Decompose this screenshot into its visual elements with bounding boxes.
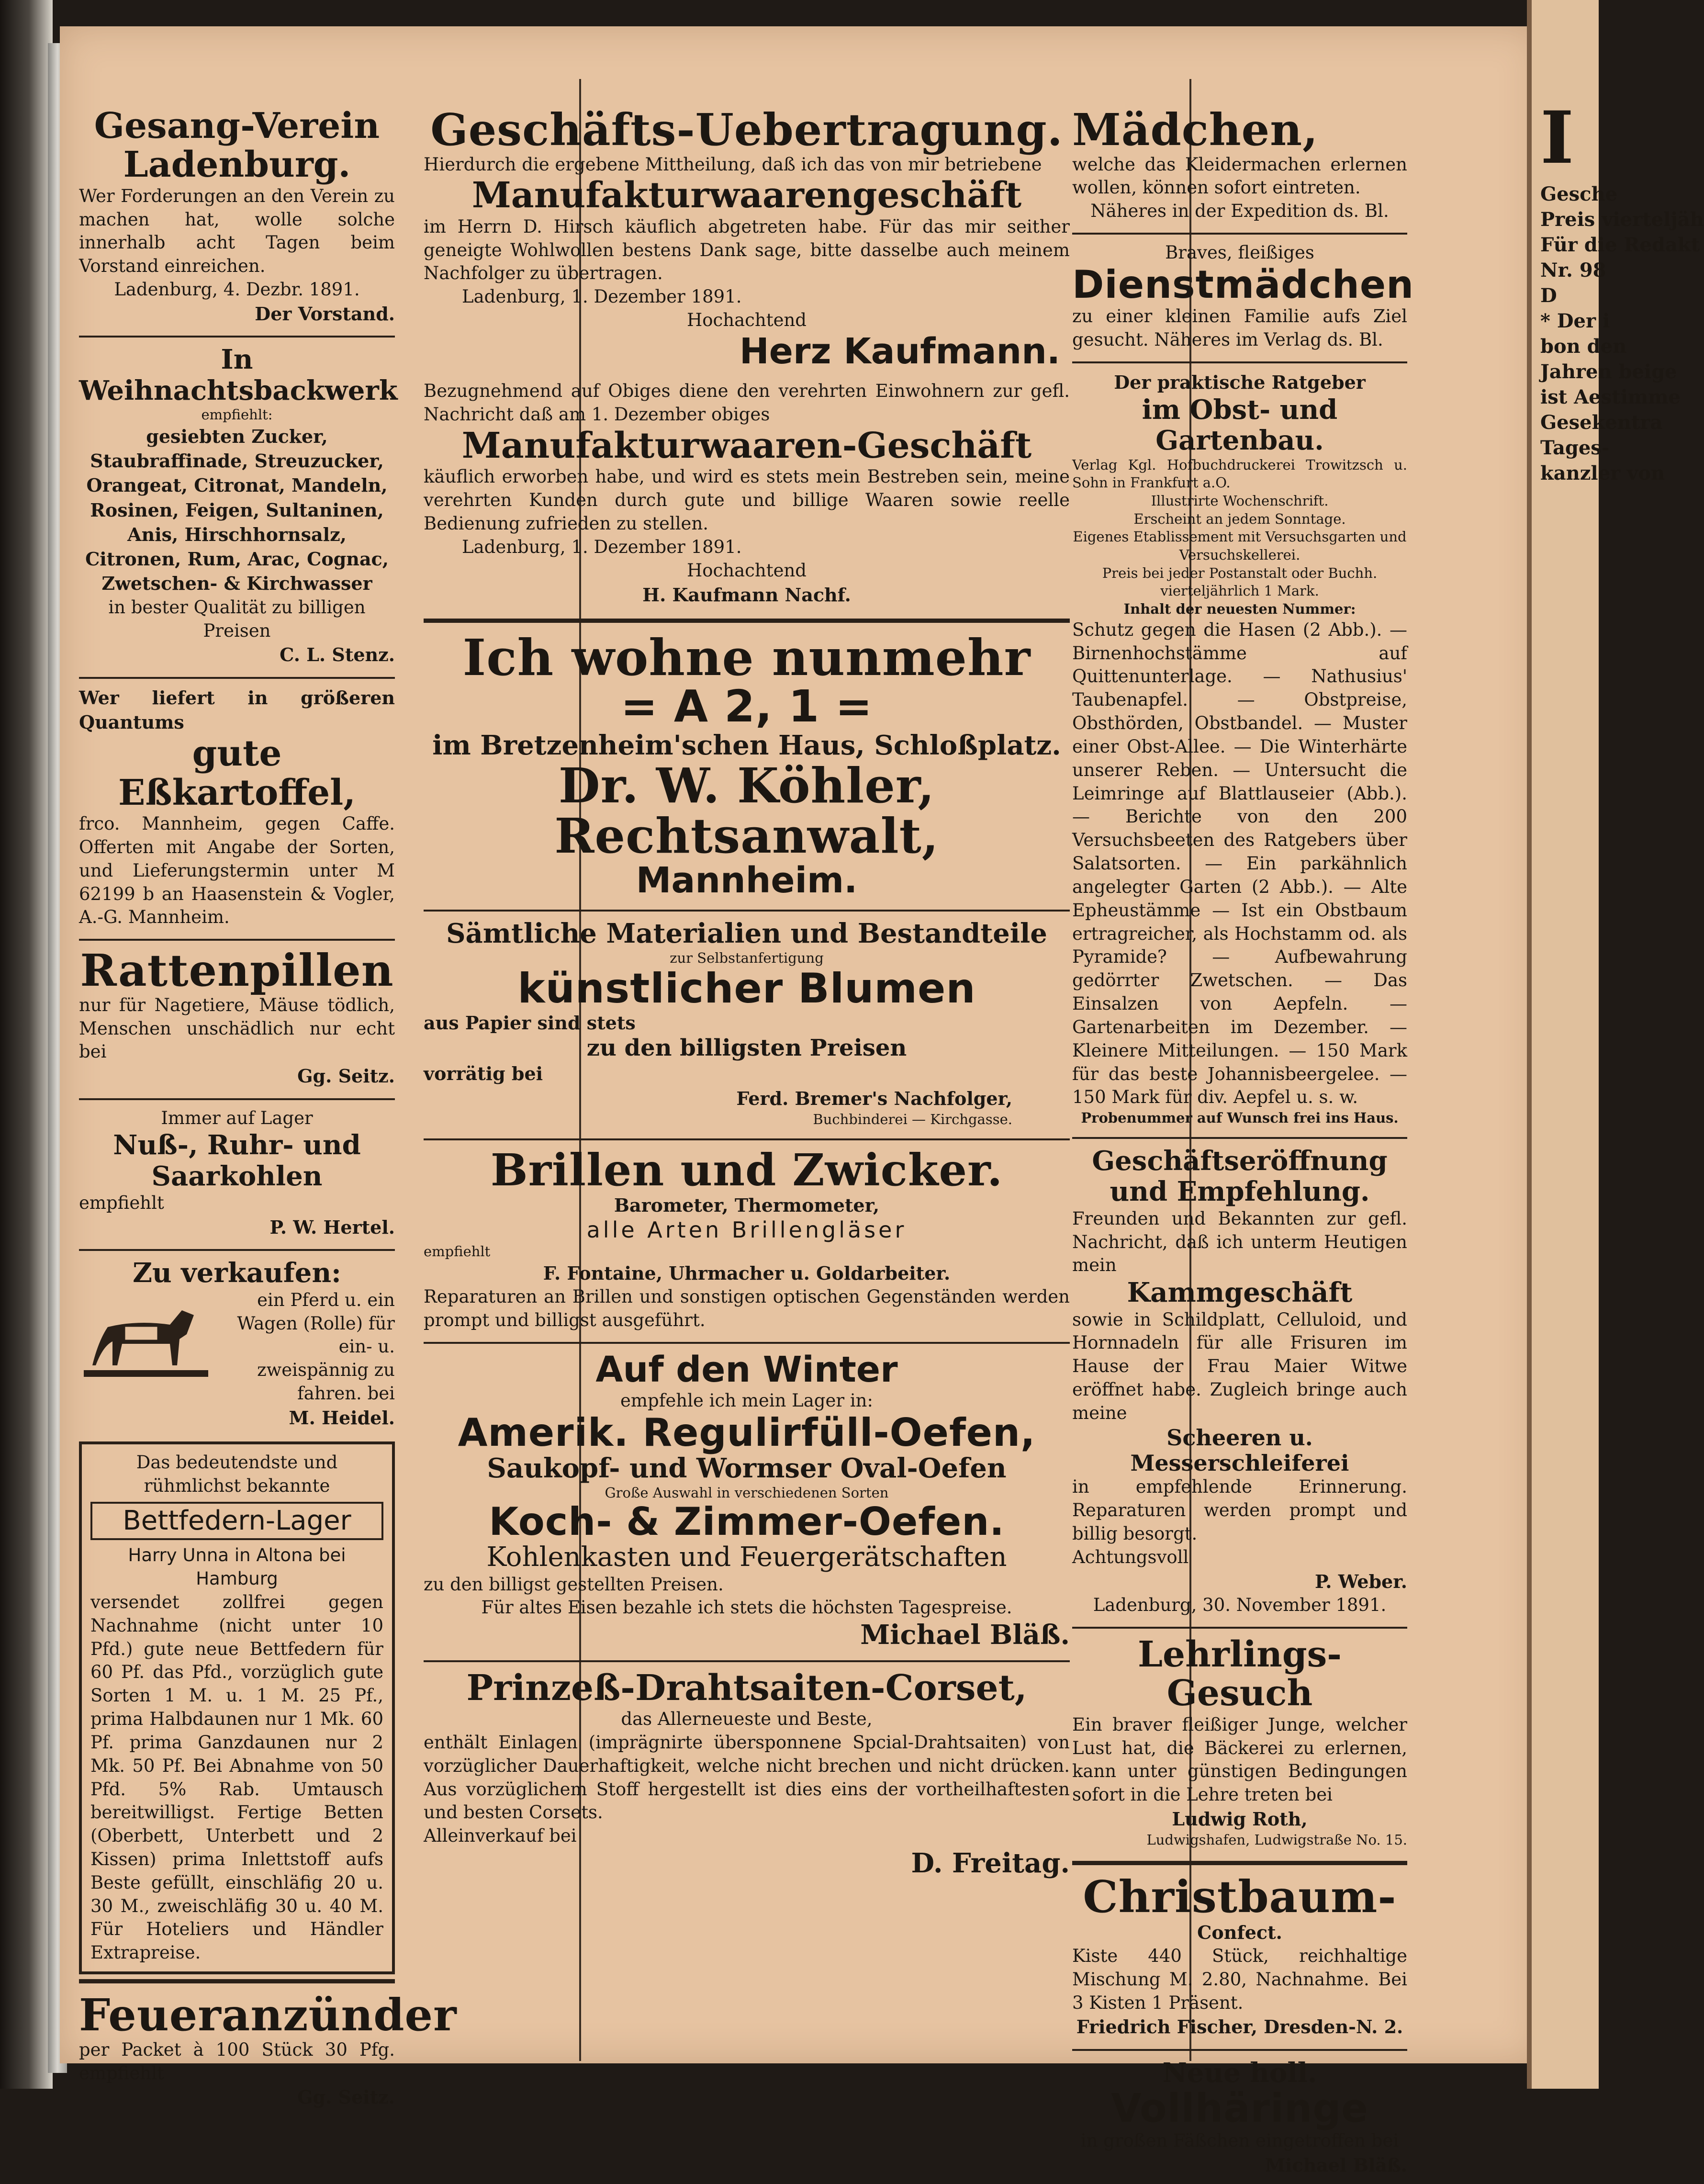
ad-headline: Koch- & Zimmer-Oefen. bbox=[489, 1499, 1005, 1544]
ad-signature: Gg. Seitz. bbox=[297, 1065, 395, 1087]
divider bbox=[1072, 2049, 1407, 2051]
ad-subtitle: im Bretzenheim'schen Haus, Schloßplatz. bbox=[432, 729, 1061, 761]
ad-body: welche das Kleidermachen erlernen wollen, können sofort eintreten. bbox=[1072, 154, 1407, 198]
ad-lead: Das bedeutendste und rühmlichst bekannte bbox=[136, 1452, 338, 1496]
ad-brillen bbox=[424, 1143, 1070, 1339]
edge-text-line: kanzler von bbox=[1540, 462, 1665, 484]
ad-firm: Buchbinderei — Kirchgasse. bbox=[813, 1111, 1012, 1127]
edge-text-line: Gesekentra bbox=[1540, 411, 1663, 434]
ad-greeting: Hochachtend bbox=[687, 310, 807, 331]
ad-body: frco. Mannheim, gegen Caffe. Offerten mit Angabe der Sorten, und Lieferungstermin unter M 62199 b an Haasenstein & Vogler, A.-G. Mannheim. bbox=[79, 813, 395, 928]
adjacent-page-edge bbox=[1527, 0, 1704, 2089]
ad-title: Vollhäringe bbox=[1111, 2086, 1368, 2132]
horse-illustration-icon bbox=[79, 1294, 213, 1385]
ad-geschaeftsuebertragung bbox=[424, 103, 1070, 614]
ad-title: Geschäfts-Uebertragung. bbox=[430, 104, 1063, 156]
ad-body: per Packet à 100 Stück 30 Pfg. empfiehlt bbox=[79, 2039, 395, 2083]
ad-firm: Harry Unna in Altona bei Hamburg bbox=[128, 1545, 346, 1589]
ad-title: im Obst- und Gartenbau. bbox=[1142, 394, 1338, 457]
ad-subtitle: Kammgeschäft bbox=[1127, 1277, 1353, 1309]
ad-signature: P. Weber. bbox=[1314, 1570, 1407, 1592]
ad-lead: empfiehlt bbox=[424, 1243, 491, 1260]
ad-body: Hierdurch die ergebene Mittheilung, daß ich das von mir betriebene bbox=[424, 154, 1042, 175]
ad-kohlen bbox=[79, 1103, 395, 1247]
ad-title: Ich wohne nunmehr bbox=[462, 628, 1031, 687]
edge-text-line: D bbox=[1540, 284, 1557, 307]
ad-signature: P. W. Hertel. bbox=[269, 1216, 395, 1238]
ad-sub: Eigenes Etablissement mit Versuchsgarten und Versuchskellerei. bbox=[1073, 529, 1407, 563]
edge-text-line: Gesche bbox=[1540, 183, 1618, 205]
ad-address: = A 2, 1 = bbox=[620, 681, 873, 732]
ad-lead: Immer auf Lager bbox=[161, 1107, 313, 1128]
edge-text-line: ist Aestimme bbox=[1540, 386, 1681, 408]
ad-kartoffel bbox=[79, 682, 395, 936]
ad-title: Bettfedern-Lager bbox=[90, 1502, 383, 1540]
ad-body: Kiste 440 Stück, reichhaltige Mischung M. 2.80, Nachnahme. Bei 3 Kisten 1 Präsent. bbox=[1072, 1945, 1407, 2013]
ad-sub: Barometer, Thermometer, bbox=[614, 1194, 880, 1216]
ad-weihnachtsbackwerk bbox=[79, 340, 398, 674]
ad-corset bbox=[424, 1665, 1070, 1886]
divider-thick bbox=[1072, 1861, 1407, 1865]
ad-body: im Herrn D. Hirsch käuflich abgetreten habe. Für das mir seither geneigte Wohlwollen bestens Dank sage, bitte dasselbe auch meinem Nachfolger zu übertragen. bbox=[424, 216, 1070, 284]
edge-text-lines bbox=[1532, 183, 1704, 484]
divider bbox=[79, 1249, 395, 1251]
ad-date: Ladenburg, 30. November 1891. bbox=[1093, 1595, 1387, 1616]
ad-body: enthält Einlagen (imprägnirte übersponnene Spcial-Drahtsaiten) von vorzüglicher Dauerhaftigkeit, welche nicht brechen und nicht drücken. Aus vorzüglichem Stoff hergestellt ist dies eins der vortheilhaftesten und besten Corsets. bbox=[424, 1732, 1070, 1823]
ad-body: in empfehlende Erinnerung. Reparaturen werden prompt und billig besorgt. bbox=[1072, 1476, 1407, 1544]
ad-signature: Herz Kaufmann. bbox=[739, 330, 1060, 372]
ad-price: zu den billigsten Preisen bbox=[586, 1035, 907, 1062]
ad-title: gute Eßkartoffel, bbox=[118, 733, 356, 813]
ad-title: Geschäftseröffnung und Empfehlung. bbox=[1092, 1145, 1388, 1208]
divider-thick bbox=[424, 619, 1070, 623]
divider bbox=[1072, 361, 1407, 363]
divider bbox=[79, 677, 395, 679]
edge-text-line: Jahren beige bbox=[1540, 360, 1677, 383]
divider bbox=[424, 1138, 1070, 1140]
ad-info: Näheres in der Expedition ds. Bl. bbox=[1090, 201, 1389, 222]
ad-lead: empfehle ich mein Lager in: bbox=[620, 1390, 873, 1411]
ad-subtitle: Ladenburg. bbox=[123, 144, 351, 186]
ad-subtitle: Manufakturwaaren-Geschäft bbox=[461, 425, 1032, 466]
column-right bbox=[1072, 103, 1414, 2184]
ad-body: aus Papier sind stets bbox=[424, 1012, 636, 1034]
ad-rattenpillen bbox=[79, 944, 395, 1095]
ad-bettfedern bbox=[79, 1441, 395, 1974]
ad-feueranzuender bbox=[79, 1988, 457, 2116]
ad-body: in großen Fäßchen eingetroffen bei bbox=[1080, 2130, 1399, 2151]
ad-body: Wer Forderungen an den Verein zu machen hat, wolle solche innerhalb acht Tagen beim Vorstand einreichen. bbox=[79, 185, 395, 277]
ad-sub: Große Auswahl in verschiedenen Sorten bbox=[605, 1484, 889, 1501]
ad-signature: Ludwig Roth, bbox=[1172, 1808, 1308, 1830]
ad-gesangverein bbox=[79, 103, 395, 333]
edge-text-line: Tages- bbox=[1540, 437, 1610, 459]
ad-title: In Weihnachtsbackwerk bbox=[79, 344, 398, 406]
ad-body: vorrätig bei bbox=[424, 1063, 543, 1085]
ad-title: Feueranzünder bbox=[79, 1989, 457, 2041]
ad-maedchen bbox=[1072, 103, 1407, 230]
divider bbox=[424, 910, 1070, 912]
book-binding bbox=[0, 0, 53, 2089]
column-left bbox=[79, 103, 457, 2116]
ad-body: zu den billigst gestellten Preisen. bbox=[424, 1574, 724, 1595]
ad-subtitle: Manufakturwaarengeschäft bbox=[471, 175, 1022, 216]
ad-body: ein Pferd u. ein Wagen (Rolle) für ein- u. zweispännig zu fahren. bei bbox=[237, 1289, 395, 1404]
ad-lead: Der praktische Ratgeber bbox=[1114, 371, 1366, 393]
ad-title: Dienstmädchen bbox=[1072, 262, 1414, 307]
ad-sub: Illustrirte Wochenschrift. bbox=[1151, 493, 1329, 509]
divider bbox=[79, 336, 395, 338]
divider-thick bbox=[79, 1979, 395, 1983]
ad-signature: Michael Bläß. bbox=[860, 1619, 1070, 1651]
ad-sub: Erscheint an jedem Sonntage. bbox=[1133, 510, 1346, 527]
ad-signature: Friedrich Fischer, Dresden-N. 2. bbox=[1076, 2016, 1403, 2038]
ad-title: Gesang-Verein bbox=[94, 105, 380, 146]
ad-ratgeber bbox=[1072, 366, 1407, 1134]
ad-lead: Sämtliche Materialien und Bestandteile bbox=[446, 918, 1047, 950]
ad-blumen bbox=[424, 914, 1070, 1135]
ad-christbaum bbox=[1072, 1870, 1407, 2046]
ad-kammgeschaeft bbox=[1072, 1142, 1407, 1624]
ad-items: gesiebten Zucker, Staubraffinade, Streuzucker, Orangeat, Citronat, Mandeln, Rosinen, Feigen, Sultaninen, Anis, Hirschhornsalz, Citronen, Rum, Arac, Cognac, Zwetschen- & Kirchwasser bbox=[85, 425, 389, 595]
ad-body: sowie in Schildplatt, Celluloid, und Hornnadeln für alle Frisuren im Hause der Frau Maier Witwe eröffnet habe. Zugleich bringe auch meine bbox=[1072, 1309, 1407, 1423]
ad-firm: Ferd. Bremer's Nachfolger, bbox=[736, 1087, 1012, 1109]
ad-title: Prinzeß-Drahtsaiten-Corset, bbox=[466, 1667, 1027, 1709]
ad-title: Brillen und Zwicker. bbox=[490, 1144, 1003, 1196]
ad-body: Freunden und Bekannten zur gefl. Nachricht, daß ich unterm Heutigen mein bbox=[1072, 1208, 1407, 1276]
ad-publisher: Verlag Kgl. Hofbuchdruckerei Trowitzsch u. Sohn in Frankfurt a.O. bbox=[1072, 456, 1407, 491]
column-center bbox=[424, 103, 1070, 1885]
edge-text-line: bon den bbox=[1540, 335, 1627, 358]
ad-greeting: Hochachtend bbox=[687, 560, 807, 581]
ad-lead: Neue holl. bbox=[1162, 2057, 1317, 2089]
edge-text-line: Preis vierteljäh bbox=[1540, 208, 1704, 231]
ad-contents: Schutz gegen die Hasen (2 Abb.). — Birnenhochstämme auf Quittenunterlage. — Nathusius' Taubenapfel. — Obstpreise, Obsthörden, Obstbandel. — Muster einer Obst-Allee. — Die Winterhärte unserer Reben. — Untersucht die Leimringe auf Blattlauseier (Abb.). — Berichte von den 200 Versuchsbeeten des Ratgebers über Salatsorten. — Ein parkähnlich angelegter Garten (2 Abb.). — Alte Epheustämme — Ist ein Obstbaum ertragreicher, als Hochstamm od. als Pyramide? — Aufbewahrung gedörrter Zwetschen. — Das Einsalzen von Aepfeln. — Gartenarbeiten im Dezember. — Kleinere Mitteilungen. — 150 Mark für das beste Johannisbeergelee. — 150 Mark für div. Aepfel u. s. w. bbox=[1072, 619, 1407, 1108]
edge-initial: I bbox=[1540, 96, 1574, 180]
divider bbox=[1072, 233, 1407, 235]
divider bbox=[1072, 1137, 1407, 1139]
ad-sub: das Allerneueste und Beste, bbox=[621, 1709, 873, 1730]
ad-lead: Wer liefert in größeren Quantums bbox=[79, 687, 395, 733]
edge-text-line: * Der i bbox=[1540, 310, 1610, 332]
ad-sub: alle Arten Brillengläser bbox=[586, 1217, 907, 1243]
ad-body: Ein braver fleißiger Junge, welcher Lust hat, die Bäckerei zu erlernen, kann unter günstigen Bedingungen sofort in die Lehre treten bei bbox=[1072, 1714, 1407, 1805]
ad-name: Dr. W. Köhler, Rechtsanwalt, bbox=[554, 757, 939, 864]
ad-title: Lehrlings-Gesuch bbox=[1137, 1633, 1342, 1714]
divider bbox=[1072, 1627, 1407, 1629]
ad-body: Bezugnehmend auf Obiges diene den verehrten Einwohnern zur gefl. Nachricht daß am 1. Dezember obiges bbox=[424, 381, 1070, 425]
ad-price: Preis bei jeder Postanstalt oder Buchh. vierteljährlich 1 Mark. bbox=[1102, 564, 1378, 599]
ad-place: Ludwigshafen, Ludwigstraße No. 15. bbox=[1146, 1832, 1407, 1848]
ad-title: Zu verkaufen: bbox=[133, 1257, 341, 1289]
ad-signature: C. L. Stenz. bbox=[280, 644, 395, 666]
ad-body: Für altes Eisen bezahle ich stets die höchsten Tagespreise. bbox=[481, 1597, 1012, 1618]
ad-city: Mannheim. bbox=[636, 860, 858, 901]
ad-signature: Der Vorstand. bbox=[255, 303, 395, 325]
ad-lead: Alleinverkauf bei bbox=[424, 1825, 577, 1846]
divider bbox=[79, 1098, 395, 1100]
ad-contents-label: Inhalt der neuesten Nummer: bbox=[1123, 601, 1356, 618]
ad-body: käuflich erworben habe, und wird es stets mein Bestreben sein, meine verehrten Kunden durch gute und billige Waaren sowie reelle Bedienung zufrieden zu stellen. bbox=[424, 466, 1070, 534]
ad-body: empfiehlt bbox=[79, 1193, 164, 1214]
ad-sub: Kohlenkasten und Feuergerätschaften bbox=[486, 1542, 1007, 1573]
ad-body: zu einer kleinen Familie aufs Ziel gesucht. Näheres im Verlag ds. Bl. bbox=[1072, 305, 1407, 350]
ad-subtitle: Scheeren u. Messerschleiferei bbox=[1130, 1424, 1349, 1476]
ad-lehrling bbox=[1072, 1632, 1407, 1856]
ad-lead: empfiehlt: bbox=[201, 406, 273, 423]
ad-body: versendet zollfrei gegen Nachnahme (nicht unter 10 Pfd.) gute neue Bettfedern für 60 Pf. das Pfd., vorzüglich gute Sorten 1 M. u. 1 M. 25 Pf., prima Halbdaunen nur 1 Mk. 60 Pf. prima Ganzdaunen nur 2 Mk. 50 Pf. Bei Abnahme von 50 Pfd. 5% Rab. Umtausch bereitwilligst. Fertige Betten (Oberbett, Unterbett und 2 Kissen) prima Inlettstoff aufs Beste gefüllt, einschläfig 20 u. 30 M., zweischläfig 30 u. 40 M. Für Hoteliers und Händler Extrapreise. bbox=[90, 1591, 383, 1963]
ad-signature: M. Heidel. bbox=[289, 1407, 395, 1429]
ad-winter bbox=[424, 1347, 1070, 1657]
ad-title: Nuß-, Ruhr- und Saarkohlen bbox=[113, 1129, 361, 1192]
ad-lead: Braves, fleißiges bbox=[1165, 242, 1314, 263]
ad-body: Reparaturen an Brillen und sonstigen optischen Gegenständen werden prompt und billigst ausgeführt. bbox=[424, 1286, 1070, 1331]
edge-text-line: Für die Redakt bbox=[1540, 234, 1700, 256]
ad-title: Christbaum- bbox=[1083, 1871, 1397, 1923]
ad-verkaufen bbox=[79, 1254, 395, 1437]
ad-sub: Saukopf- und Wormser Oval-Oefen bbox=[487, 1452, 1007, 1485]
ad-haeringe bbox=[1072, 2054, 1407, 2184]
ad-wohnung bbox=[424, 628, 1070, 907]
ad-greeting: Achtungsvoll bbox=[1072, 1546, 1189, 1567]
ad-sub: zur Selbstanfertigung bbox=[670, 949, 824, 966]
ad-title: Auf den Winter bbox=[595, 1349, 898, 1390]
edge-text-line: Nr. 98 bbox=[1540, 259, 1606, 281]
ad-date: Ladenburg, 1. Dezember 1891. bbox=[462, 536, 742, 557]
ad-signature: D. Freitag. bbox=[911, 1847, 1070, 1880]
divider bbox=[424, 1342, 1070, 1344]
newspaper-page bbox=[60, 26, 1539, 2176]
ad-date: Ladenburg, 1. Dezember 1891. bbox=[462, 286, 742, 307]
ad-title: Rattenpillen bbox=[80, 945, 394, 997]
ad-signature: Gg. Seitz. bbox=[297, 2086, 395, 2108]
ad-title: künstlicher Blumen bbox=[517, 965, 976, 1013]
ad-signature: H. Kaufmann Nachf. bbox=[642, 584, 851, 606]
ad-dienstmaedchen bbox=[1072, 237, 1414, 358]
ad-body: nur für Nagetiere, Mäuse tödlich, Menschen unschädlich nur echt bei bbox=[79, 994, 395, 1062]
ad-body: in bester Qualität zu billigen Preisen bbox=[108, 597, 366, 641]
divider bbox=[79, 939, 395, 941]
ad-title: Mädchen, bbox=[1072, 104, 1319, 156]
ad-signature: Michael Bläß. bbox=[1265, 2154, 1407, 2176]
ad-sub: Confect. bbox=[1197, 1921, 1282, 1943]
divider bbox=[424, 1660, 1070, 1662]
ad-sample: Probenummer auf Wunsch frei ins Haus. bbox=[1081, 1110, 1399, 1126]
ad-headline: Amerik. Regulirfüll-Oefen, bbox=[458, 1410, 1036, 1455]
ad-date: Ladenburg, 4. Dezbr. 1891. bbox=[114, 279, 360, 300]
ad-signature: F. Fontaine, Uhrmacher u. Goldarbeiter. bbox=[543, 1262, 951, 1284]
